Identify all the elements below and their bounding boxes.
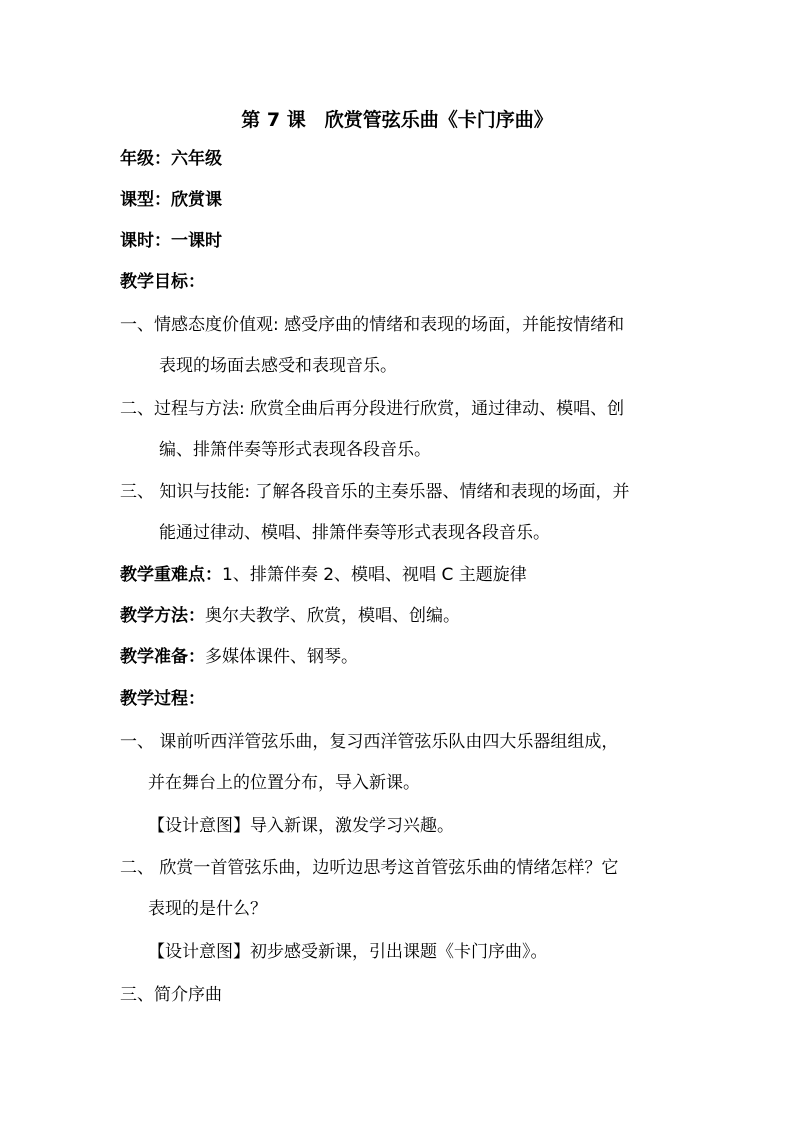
methods-line: [120, 605, 460, 627]
step-2-intent: 【设计意图】初步感受新课，引出课题《卡门序曲》。: [148, 942, 548, 962]
objectives-heading: 教学目标：: [120, 272, 205, 292]
hours-value: 一课时: [171, 231, 222, 251]
type-value: 欣赏课: [171, 190, 222, 210]
grade-label: 年级：: [120, 149, 171, 169]
objective-2-line2: 编、排箫伴奏等形式表现各段音乐。: [159, 440, 431, 460]
step-2-line1: 二、 欣赏一首管弦乐曲，边听边思考这首管弦乐曲的情绪怎样？它: [120, 858, 619, 878]
objective-3-line2: 能通过律动、模唱、排箫伴奏等形式表现各段音乐。: [159, 523, 550, 543]
key-points-line: [120, 564, 527, 586]
key-points-label: 教学重难点：: [120, 565, 222, 585]
type-line: [120, 189, 222, 211]
methods-value: 奥尔夫教学、欣赏，模唱、创编。: [205, 606, 460, 626]
step-1-intent: 【设计意图】导入新课，激发学习兴趣。: [148, 816, 454, 836]
step-2-line2: 表现的是什么？: [148, 899, 267, 919]
process-heading: 教学过程：: [120, 689, 205, 709]
preparation-label: 教学准备：: [120, 647, 205, 667]
grade-value: 六年级: [171, 149, 222, 169]
preparation-line: [120, 646, 358, 668]
page-title: 第 7 课 欣赏管弦乐曲《卡门序曲》: [241, 109, 553, 131]
objective-1-line1: 一、情感态度价值观: 感受序曲的情绪和表现的场面，并能按情绪和: [120, 315, 625, 335]
type-label: 课型：: [120, 190, 171, 210]
grade-line: [120, 148, 222, 170]
key-points-value: 1、排箫伴奏 2、模唱、视唱 C 主题旋律: [222, 565, 527, 585]
preparation-value: 多媒体课件、钢琴。: [205, 647, 358, 667]
hours-line: [120, 230, 222, 252]
step-1-line2: 并在舞台上的位置分布，导入新课。: [148, 773, 420, 793]
objective-3-line1: 三、 知识与技能: 了解各段音乐的主奏乐器、情绪和表现的场面，并: [120, 482, 630, 502]
objective-2-line1: 二、过程与方法: 欣赏全曲后再分段进行欣赏，通过律动、模唱、创: [120, 399, 625, 419]
step-1-line1: 一、 课前听西洋管弦乐曲，复习西洋管弦乐队由四大乐器组组成，: [120, 732, 619, 752]
hours-label: 课时：: [120, 231, 171, 251]
objective-1-line2: 表现的场面去感受和表现音乐。: [159, 356, 397, 376]
step-3-line1: 三、简介序曲: [120, 985, 222, 1005]
methods-label: 教学方法：: [120, 606, 205, 626]
